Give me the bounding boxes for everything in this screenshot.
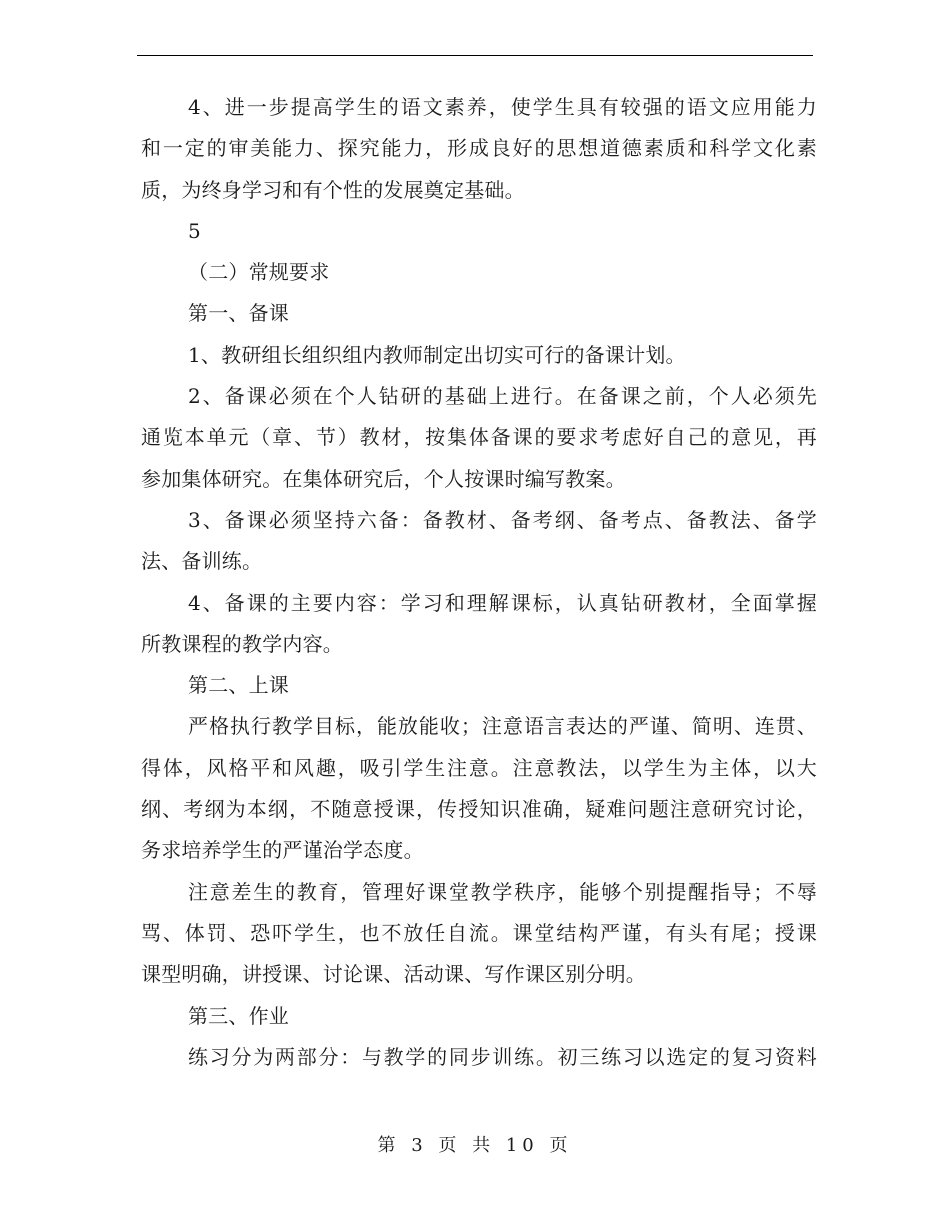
paragraph-line: 骂、体罚、恐吓学生，也不放任自流。课堂结构严谨，有头有尾；授课 — [141, 920, 817, 945]
paragraph-line: 注意差生的教育，管理好课堂教学秩序，能够个别提醒指导；不辱 — [188, 879, 817, 904]
subsection-heading: 第二、上课 — [188, 673, 289, 698]
paragraph-line: 2、备课必须在个人钻研的基础上进行。在备课之前，个人必须先 — [188, 384, 817, 409]
paragraph-line: 参加集体研究。在集体研究后，个人按课时编写教案。 — [141, 466, 626, 491]
paragraph-line: 严格执行教学目标，能放能收；注意语言表达的严谨、简明、连贯、 — [188, 714, 817, 739]
paragraph-line: 练习分为两部分：与教学的同步训练。初三练习以选定的复习资料 — [188, 1044, 817, 1069]
section-heading: （二）常规要求 — [188, 260, 330, 285]
page-number-footer: 第 3 页 共 10 页 — [377, 1135, 573, 1156]
paragraph-line: 得体，风格平和风趣，吸引学生注意。注意教法，以学生为主体，以大 — [141, 755, 817, 780]
paragraph-line: 通览本单元（章、节）教材，按集体备课的要求考虑好自己的意见，再 — [141, 425, 817, 450]
paragraph-line: 和一定的审美能力、探究能力，形成良好的思想道德素质和科学文化素 — [141, 136, 817, 161]
paragraph-line: 5 — [188, 218, 201, 243]
paragraph-line: 纲、考纲为本纲，不随意授课，传授知识准确，疑难问题注意研究讨论， — [141, 797, 817, 822]
paragraph-line: 4、进一步提高学生的语文素养，使学生具有较强的语文应用能力 — [188, 95, 817, 119]
paragraph-line: 所教课程的教学内容。 — [141, 631, 343, 656]
paragraph-line: 3、备课必须坚持六备：备教材、备考纲、备考点、备教法、备学 — [188, 507, 817, 532]
paragraph-line: 课型明确，讲授课、讨论课、活动课、写作课区别分明。 — [141, 962, 646, 987]
subsection-heading: 第三、作业 — [188, 1003, 289, 1028]
paragraph-line: 1、教研组长组织组内教师制定出切实可行的备课计划。 — [188, 342, 686, 367]
paragraph-line: 务求培养学生的严谨治学态度。 — [141, 838, 424, 863]
subsection-heading: 第一、备课 — [188, 301, 289, 326]
paragraph-line: 4、备课的主要内容：学习和理解课标，认真钻研教材，全面掌握 — [188, 590, 817, 615]
header-rule — [137, 55, 813, 56]
body-text — [141, 87, 817, 1078]
paragraph-line: 法、备训练。 — [141, 549, 263, 574]
paragraph-line: 质，为终身学习和有个性的发展奠定基础。 — [141, 177, 525, 202]
